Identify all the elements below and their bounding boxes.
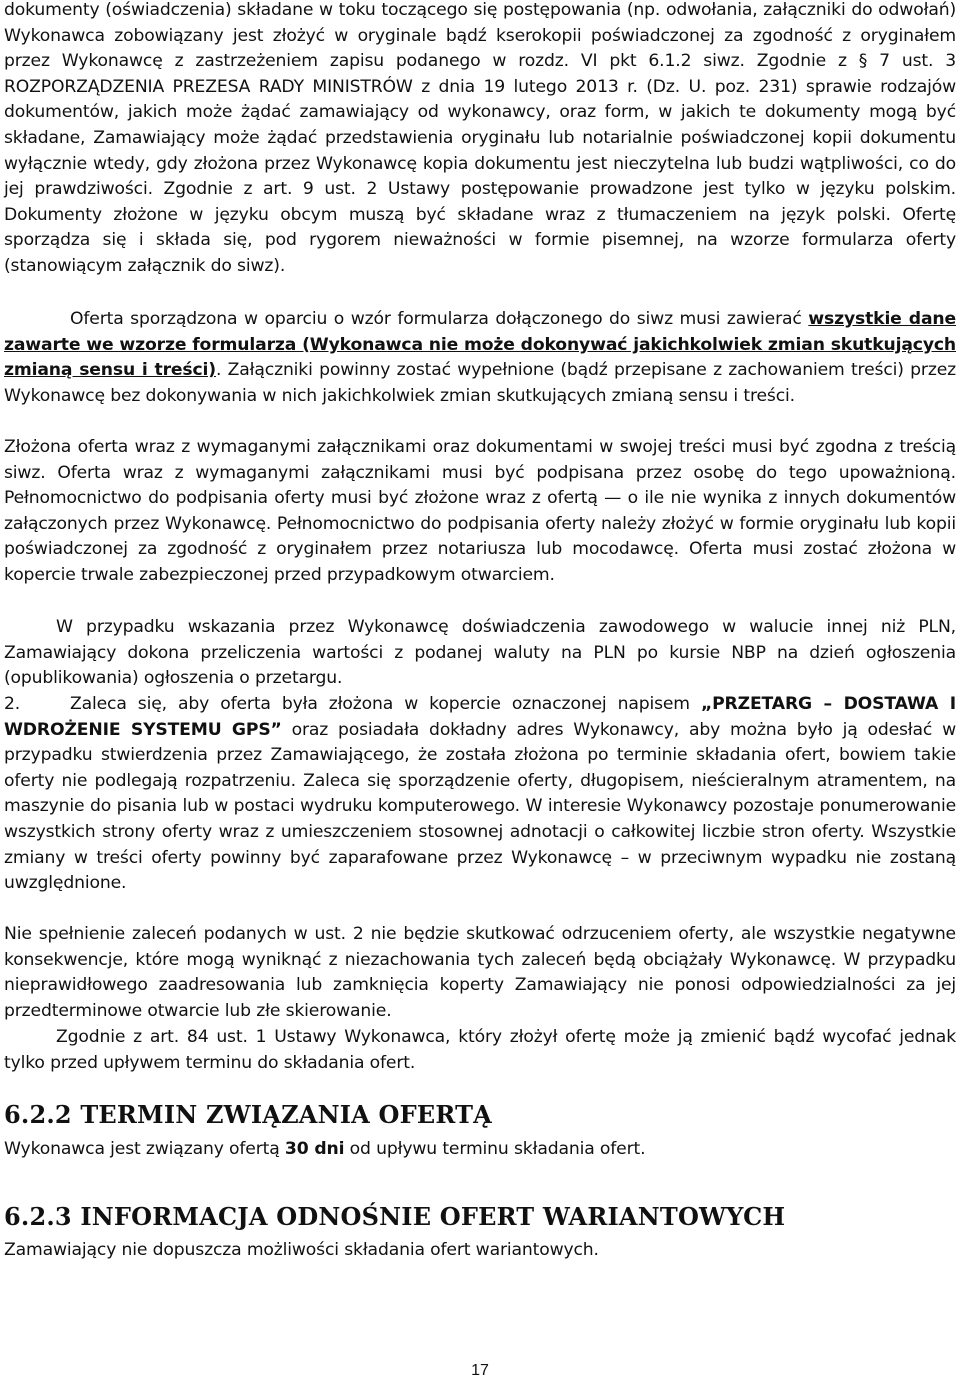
- section-623-text: [4, 1238, 956, 1264]
- section-622-heading: 6.2.2 TERMIN ZWIĄZANIA OFERTĄ: [4, 1100, 492, 1129]
- paragraph-envelope-start: Zaleca się, aby oferta była złożona w kopercie oznaczonej napisem: [70, 694, 701, 714]
- paragraph-envelope: [4, 692, 956, 897]
- section-622-text-bold: 30 dni: [284, 1139, 345, 1159]
- paragraph-offer-form-start: Oferta sporządzona w oparciu o wzór formularza dołączonego do siwz musi zawierać: [70, 309, 809, 329]
- section-623-heading: 6.2.3 INFORMACJA ODNOŚNIE OFERT WARIANTOWYCH: [4, 1202, 786, 1231]
- section-622-text-end: od upływu terminu składania ofert.: [344, 1139, 646, 1159]
- paragraph-withdrawal-text: Zgodnie z art. 84 ust. 1 Ustawy Wykonawca, który złożył ofertę może ją zmienić bądź wycofać jednak tylko przed upływem terminu do składania ofert.: [4, 1027, 956, 1073]
- paragraph-currency-text: W przypadku wskazania przez Wykonawcę doświadczenia zawodowego w walucie innej niż PLN, Zamawiający dokona przeliczenia wartości z podanej waluty na PLN po kursie NBP na dzień ogłoszenia (opublikowania) ogłoszenia o przetargu.: [4, 617, 956, 689]
- paragraph-offer-form: [4, 307, 956, 409]
- paragraph-withdrawal: [4, 1025, 956, 1076]
- paragraph-envelope-number: 2.: [4, 694, 21, 714]
- page-number: 17: [471, 1362, 489, 1379]
- paragraph-submitted-offer: [4, 435, 956, 589]
- paragraph-offer-form-end: . Załączniki powinny zostać wypełnione (bądź przepisane z zachowaniem treści) przez Wykonawcę bez dokonywania w nich jakichkolwiek zmian skutkujących zmianą sensu i treści.: [4, 360, 956, 406]
- paragraph-consequences: [4, 922, 956, 1024]
- section-623-text-content: Zamawiający nie dopuszcza możliwości składania ofert wariantowych.: [4, 1240, 599, 1260]
- paragraph-consequences-text: Nie spełnienie zaleceń podanych w ust. 2 nie będzie skutkować odrzuceniem oferty, ale wszystkie negatywne konsekwencje, które mogą wyniknąć z niezachowania tych zaleceń będą obciążały Wykonawcę. W przypadku nieprawidłowego zaadresowania lub zamknięcia koperty Zamawiający nie ponosi odpowiedzialności za jej przedterminowe otwarcie lub złe skierowanie.: [4, 924, 956, 1021]
- paragraph-offer-form-underlined: wszystkie dane zawarte we wzorze formularza (Wykonawca nie może dokonywać jakichkolwiek zmian skutkujących zmianą sensu i treści): [4, 309, 956, 381]
- paragraph-documents-text: dokumenty (oświadczenia) składane w toku toczącego się postępowania (np. odwołania, załączniki do odwołań) Wykonawca zobowiązany jest złożyć w oryginale bądź kserokopii poświadczonej za zgodność z oryginałem przez Wykonawcę z zastrzeżeniem zapisu podanego w rozdz. VI pkt 6.1.2 siwz. Zgodnie z § 7 ust. 3 ROZPORZĄDZENIA PREZESA RADY MINISTRÓW z dnia 19 lutego 2013 r. (Dz. U. poz. 231) sprawie rodzajów dokumentów, jakich może żądać zamawiający od wykonawcy, oraz form, w jakich te dokumenty mogą być składane, Zamawiający może żądać przedstawienia oryginału lub notarialnie poświadczonej kopii dokumentu wyłącznie wtedy, gdy złożona przez Wykonawcę kopia dokumentu jest nieczytelna lub budzi wątpliwości, co do jej prawdziwości. Zgodnie z art. 9 ust. 2 Ustawy postępowanie prowadzone jest tylko w języku polskim. Dokumenty złożone w języku obcym muszą być składane wraz z tłumaczeniem na język polski. Ofertę sporządza się i składa się, pod rygorem nieważności w formie pisemnej, na wzorze formularza oferty (stanowiącym załącznik do siwz).: [4, 0, 956, 276]
- paragraph-submitted-offer-text: Złożona oferta wraz z wymaganymi załącznikami oraz dokumentami w swojej treści musi być zgodna z treścią siwz. Oferta wraz z wymaganymi załącznikami musi być podpisana przez osobę do tego upoważnioną. Pełnomocnictwo do podpisania oferty musi być złożone wraz z ofertą — o ile nie wynika z innych dokumentów załączonych przez Wykonawcę. Pełnomocnictwo do podpisania oferty należy złożyć w formie oryginału lub kopii poświadczonej za zgodność z oryginałem przez notariusza lub mocodawcę. Oferta musi zostać złożona w kopercie trwale zabezpieczonej przed przypadkowym otwarciem.: [4, 437, 956, 585]
- paragraph-envelope-end: oraz posiadała dokładny adres Wykonawcy, aby można było ją odesłać w przypadku stwierdzenia przez Zamawiającego, że została złożona po terminie składania ofert, bowiem takie oferty nie podlegają rozpatrzeniu. Zaleca się sporządzenie oferty, długopisem, nieścieralnym atramentem, na maszynie do pisania lub w postaci wydruku komputerowego. W interesie Wykonawcy pozostaje ponumerowanie wszystkich strony oferty wraz z umieszczeniem stosownej adnotacji o całkowitej liczbie stron oferty. Wszystkie zmiany w treści oferty powinny być zaparafowane przez Wykonawcę – w przeciwnym wypadku nie zostaną uwzględnione.: [4, 719, 956, 894]
- paragraph-currency: [4, 615, 956, 692]
- paragraph-documents: [4, 0, 956, 280]
- section-622-text-start: Wykonawca jest związany ofertą: [4, 1139, 285, 1159]
- section-622-text: [4, 1137, 956, 1163]
- paragraph-envelope-bold: „PRZETARG – DOSTAWA I WDROŻENIE SYSTEMU GPS”: [4, 694, 956, 740]
